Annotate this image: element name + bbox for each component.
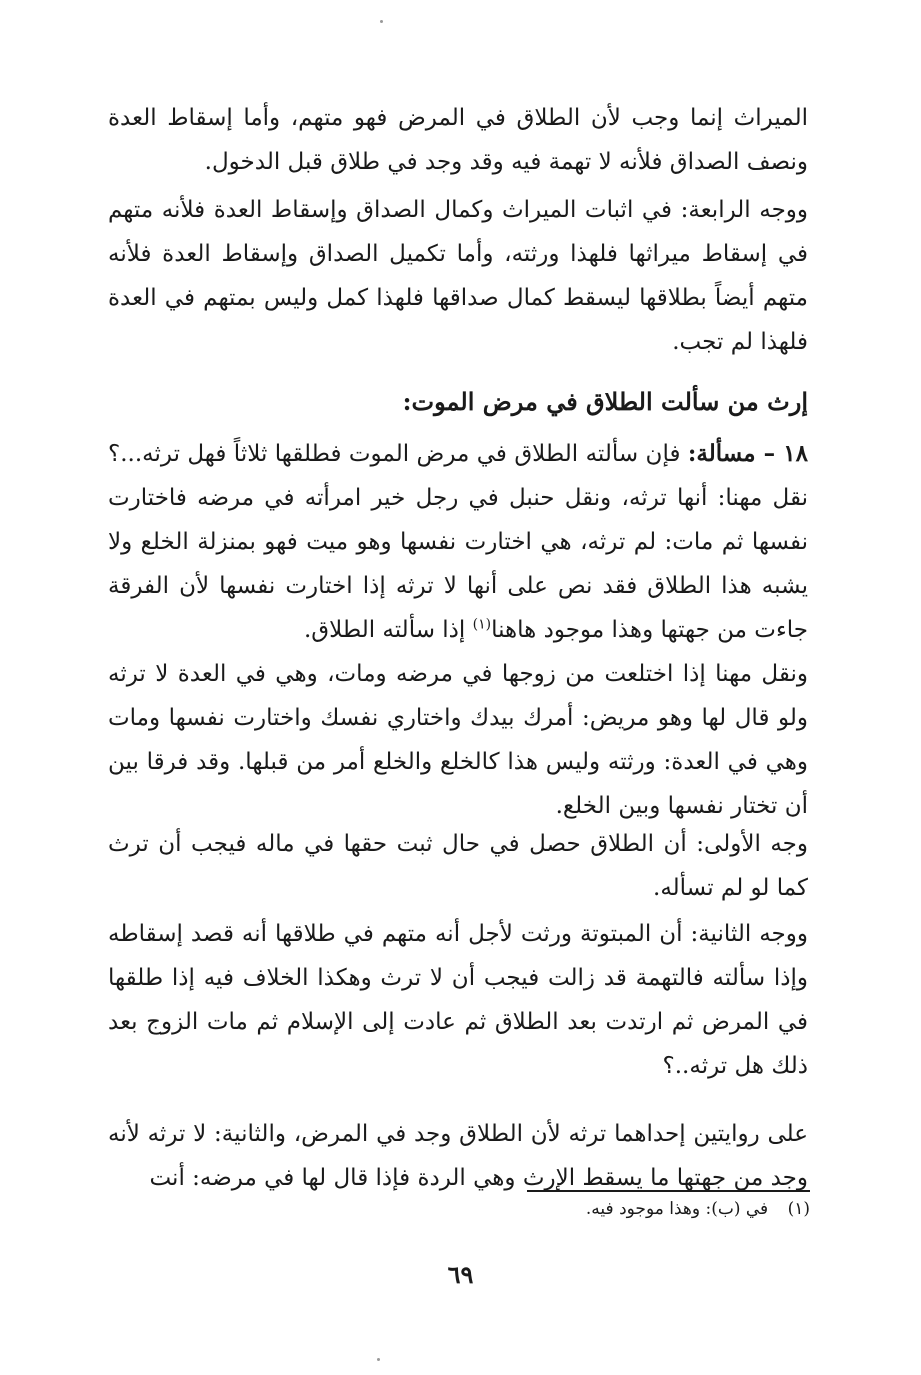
footnote (108, 1194, 810, 1224)
paragraph-5-text: وجه الأولى: أن الطلاق حصل في حال ثبت حقها في ماله فيجب أن ترث كما لو لم تسأله. (108, 831, 808, 901)
paragraph-1 (108, 96, 808, 184)
paragraph-7-text: على روايتين إحداهما ترثه لأن الطلاق وجد في المرض، والثانية: لا ترثه لأنه وجد من جهتها ما يسقط الإرث وهي الردة فإذا قال لها في مرضه: أنت (108, 1121, 808, 1191)
paragraph-2-text: ووجه الرابعة: في اثبات الميراث وكمال الصداق وإسقاط العدة فلأنه متهم في إسقاط ميراثها فلهذا ورثته، وأما تكميل الصداق وإسقاط العدة فلأنه متهم أيضاً بطلاقها ليسقط كمال صداقها فلهذا كمل وليس بمتهم في العدة فلهذا لم تجب. (108, 197, 808, 355)
footnote-number: (١) (787, 1199, 810, 1219)
paragraph-3-body: فإن سألته الطلاق في مرض الموت فطلقها ثلاثاً فهل ترثه...؟ نقل مهنا: أنها ترثه، ونقل حنبل في رجل خير امرأته في مرضه فاختارت نفسها ثم مات: لم ترثه، هي اختارت نفسها وهو ميت فهو بمنزلة الخلع ولا يشبه هذا الطلاق فقد نص على أنها لا ترثه إذا اختارت نفسها لأن الفرقة جاءت من جهتها وهذا موجود هاهنا (108, 441, 808, 643)
paragraph-3-tail: إذا سألته الطلاق. (303, 617, 473, 643)
scan-speck (380, 20, 383, 23)
paragraph-3 (108, 432, 808, 652)
footnote-reference: (١) (472, 616, 492, 633)
paragraph-1-text: الميراث إنما وجب لأن الطلاق في المرض فهو متهم، وأما إسقاط العدة ونصف الصداق فلأنه لا تهمة فيه وقد وجد في طلاق قبل الدخول. (108, 105, 808, 175)
footnote-divider (527, 1190, 810, 1192)
paragraph-5 (108, 822, 808, 910)
scan-speck (377, 1358, 380, 1361)
paragraph-2 (108, 188, 808, 364)
paragraph-4-text: ونقل مهنا إذا اختلعت من زوجها في مرضه ومات، وهي في العدة لا ترثه ولو قال لها وهو مريض: أمرك بيدك واختاري نفسك واختارت نفسها ومات وهي في العدة: ورثته وليس هذا كالخلع والخلع أمر من قبلها. وقد فرقا بين أن تختار نفسها وبين الخلع. (108, 661, 808, 819)
paragraph-6 (108, 912, 808, 1088)
section-heading: إرث من سألت الطلاق في مرض الموت: (402, 387, 808, 416)
page-number: ٦٩ (447, 1260, 474, 1289)
paragraph-7 (108, 1112, 808, 1200)
paragraph-3-text (108, 432, 808, 652)
paragraph-4 (108, 652, 808, 828)
footnote-text: في (ب): وهذا موجود فيه. (585, 1199, 769, 1219)
issue-number-label: ١٨ – مسألة: (687, 440, 808, 467)
paragraph-6-text: ووجه الثانية: أن المبتوتة ورثت لأجل أنه متهم في طلاقها أنه قصد إسقاطه وإذا سألته فالتهمة قد زالت فيجب أن لا ترث وهكذا الخلاف فيه إذا طلقها في المرض ثم ارتدت بعد الطلاق ثم عادت إلى الإسلام ثم مات الزوج بعد ذلك هل ترثه..؟ (108, 921, 808, 1079)
